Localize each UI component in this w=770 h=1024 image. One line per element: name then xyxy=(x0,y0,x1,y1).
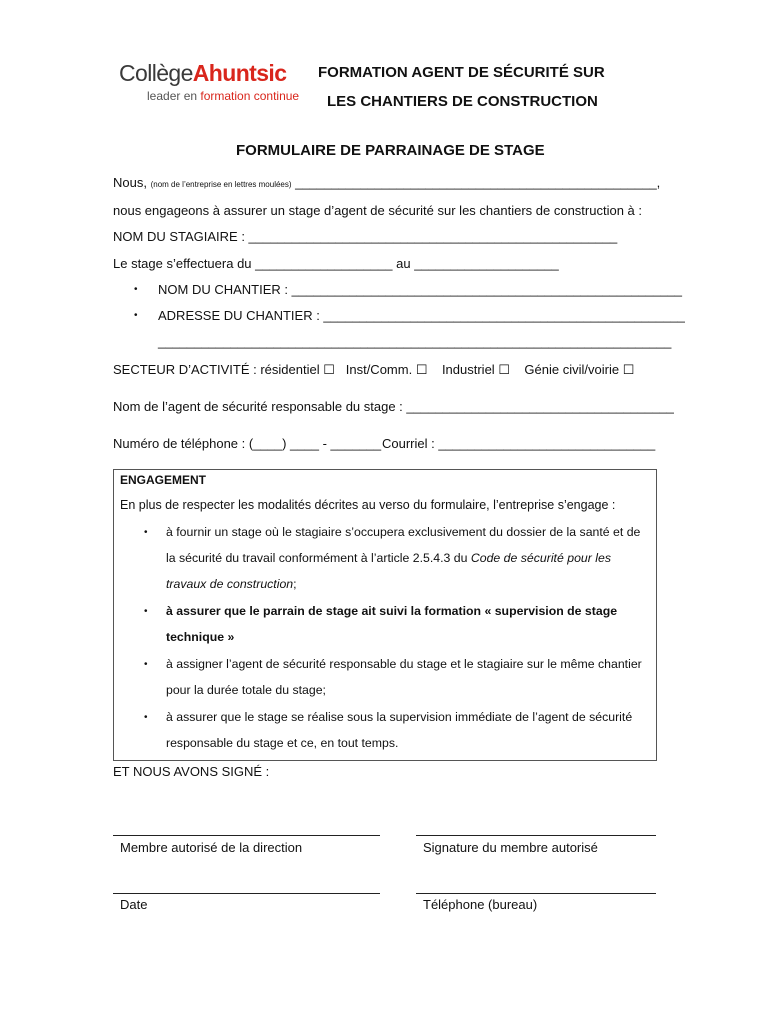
engagement-item1-line3 xyxy=(166,577,297,591)
engagement-intro: En plus de respecter les modalités décrites au verso du formulaire, l’entreprise s’engage : xyxy=(120,498,616,512)
logo-text-college: Collège xyxy=(119,60,193,86)
company-name-field[interactable]: __________________________________________________, xyxy=(295,175,661,190)
bullet-icon: • xyxy=(144,659,148,670)
label-date: Date xyxy=(120,897,148,912)
engagement-item4-line1: à assurer que le stage se réalise sous la supervision immédiate de l’agent de sécurité xyxy=(166,710,633,724)
bullet-icon: • xyxy=(134,310,138,321)
adresse-field[interactable]: ADRESSE DU CHANTIER : __________________________________________________ xyxy=(158,308,685,323)
item1-code-title-cont: travaux de construction xyxy=(166,577,294,591)
responsable-field[interactable]: Nom de l’agent de sécurité responsable du stage : _____________________________________ xyxy=(113,399,674,414)
engagement-item4-line2: responsable du stage et ce, en tout temps. xyxy=(166,736,399,750)
nous-hint: (nom de l’entreprise en lettres moulées) xyxy=(150,180,292,189)
label-membre: Membre autorisé de la direction xyxy=(120,840,303,855)
item1-line2-text: la sécurité du travail conformément à l’article 2.5.4.3 du xyxy=(166,551,471,565)
engagement-item3-line1: à assigner l’agent de sécurité responsable du stage et le stagiaire sur le même chantier xyxy=(166,657,642,671)
courriel-field[interactable]: Courriel : ______________________________ xyxy=(382,436,656,451)
college-logo xyxy=(119,60,286,87)
checkbox-residentiel[interactable]: ☐ xyxy=(323,362,335,377)
signature-line-date[interactable] xyxy=(113,893,380,894)
header-title-line2: LES CHANTIERS DE CONSTRUCTION xyxy=(327,93,598,110)
form-title: FORMULAIRE DE PARRAINAGE DE STAGE xyxy=(236,142,545,159)
secteur-opt-inst: Inst/Comm. xyxy=(345,362,413,377)
engage-sentence: nous engageons à assurer un stage d’agent de sécurité sur les chantiers de construction à : xyxy=(113,203,642,218)
signature-line-signature[interactable] xyxy=(416,835,656,836)
bullet-icon: • xyxy=(144,606,148,617)
signed-statement: ET NOUS AVONS SIGNÉ : xyxy=(113,764,270,779)
signature-line-telephone[interactable] xyxy=(416,893,656,894)
signature-line-membre[interactable] xyxy=(113,835,380,836)
engagement-item2-line2: technique » xyxy=(166,630,235,644)
header-title-line1: FORMATION AGENT DE SÉCURITÉ SUR xyxy=(318,64,605,81)
engagement-item3-line2: pour la durée totale du stage; xyxy=(166,683,326,697)
label-signature: Signature du membre autorisé xyxy=(423,840,598,855)
item1-code-title: Code de sécurité pour les xyxy=(470,551,611,565)
engagement-item1-line1: à fournir un stage où le stagiaire s’occupera exclusivement du dossier de la santé et de xyxy=(166,525,641,539)
secteur-label: SECTEUR D’ACTIVITÉ : résidentiel xyxy=(113,362,320,377)
label-telephone: Téléphone (bureau) xyxy=(423,897,538,912)
adresse-field-cont[interactable]: _______________________________________________________________________ xyxy=(158,334,672,349)
checkbox-inst-comm[interactable]: ☐ xyxy=(415,362,428,377)
bullet-icon: • xyxy=(144,712,148,723)
secteur-opt-industriel: Industriel xyxy=(441,362,495,377)
engagement-item1-line2 xyxy=(166,551,611,565)
chantier-field[interactable]: NOM DU CHANTIER : ______________________________________________________ xyxy=(158,282,683,297)
checkbox-genie-civil[interactable]: ☐ xyxy=(622,362,635,377)
stagiaire-field[interactable]: NOM DU STAGIAIRE : ___________________________________________________ xyxy=(113,229,618,244)
logo-tagline-part2: formation continue xyxy=(200,89,300,103)
checkbox-industriel[interactable]: ☐ xyxy=(498,362,510,377)
logo-tagline xyxy=(147,89,299,103)
engagement-heading: ENGAGEMENT xyxy=(120,473,207,487)
logo-tagline-part1: leader en xyxy=(147,89,201,103)
nous-row xyxy=(113,175,660,190)
nous-label: Nous, xyxy=(113,175,147,190)
bullet-icon: • xyxy=(144,527,148,538)
telephone-field[interactable]: Numéro de téléphone : (____) ____ - _______ xyxy=(113,436,382,451)
secteur-opt-genie: Génie civil/voirie xyxy=(524,362,620,377)
engagement-item2-line1: à assurer que le parrain de stage ait suivi la formation « supervision de stage xyxy=(166,604,618,618)
item1-semicolon: ; xyxy=(293,577,297,591)
secteur-row xyxy=(113,362,634,378)
stage-dates-field[interactable]: Le stage s’effectuera du ___________________ au ____________________ xyxy=(113,256,559,271)
logo-text-ahuntsic: Ahuntsic xyxy=(192,60,287,86)
bullet-icon: • xyxy=(134,284,138,295)
